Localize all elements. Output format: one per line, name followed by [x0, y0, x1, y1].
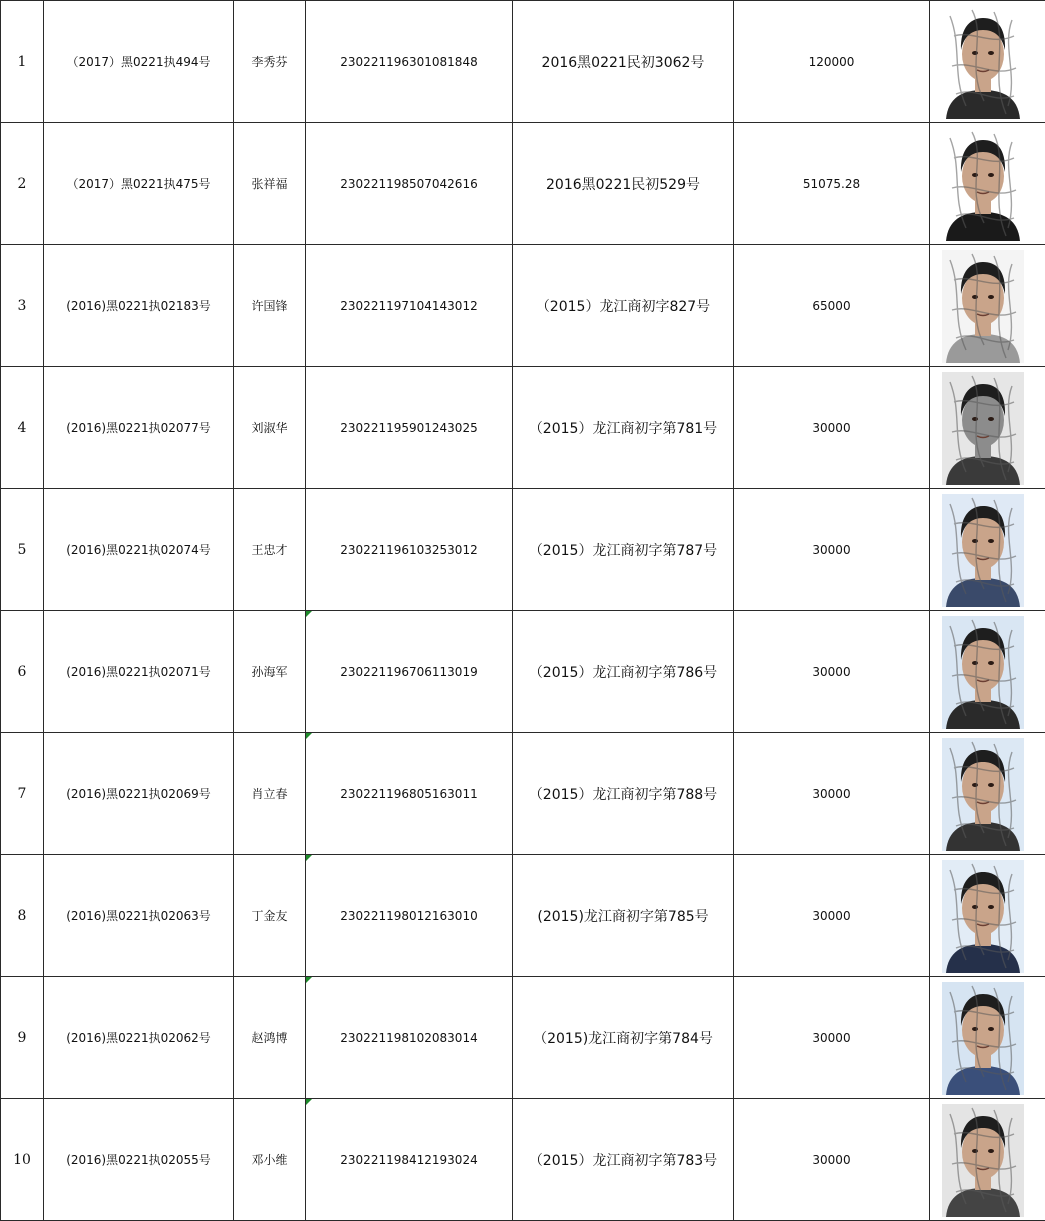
name-cell[interactable]: [234, 1099, 306, 1221]
ruling-number-text: （2015）龙江商初字第786号: [528, 664, 718, 681]
amount-text: 51075.28: [802, 176, 861, 191]
table-row: [1, 123, 1045, 245]
ruling-number-text: (2015)龙江商初字第785号: [537, 908, 709, 925]
amount-cell[interactable]: [734, 1, 930, 123]
ruling-number-text: 2016黑0221民初529号: [546, 176, 700, 193]
ruling-number-text: 2016黑0221民初3062号: [541, 54, 705, 71]
name-cell[interactable]: [234, 977, 306, 1099]
amount-text: 30000: [812, 908, 851, 923]
name-cell[interactable]: [234, 733, 306, 855]
photo-cell[interactable]: [930, 733, 1045, 855]
row-number-text: 9: [17, 1029, 27, 1046]
name-text: 刘淑华: [251, 421, 288, 435]
table-row: [1, 1099, 1045, 1221]
name-text: 李秀芬: [251, 55, 288, 69]
name-text: 张祥福: [251, 177, 288, 191]
cell-comment-marker-icon: [306, 977, 312, 983]
portrait-photo-icon: [942, 372, 1024, 485]
portrait-photo-icon: [942, 860, 1024, 973]
id-number-cell[interactable]: [306, 245, 513, 367]
table-row: [1, 977, 1045, 1099]
ruling-number-cell[interactable]: [513, 611, 734, 733]
row-number-cell[interactable]: [1, 855, 44, 977]
amount-cell[interactable]: [734, 489, 930, 611]
row-number-cell[interactable]: [1, 367, 44, 489]
row-number-text: 5: [17, 541, 27, 558]
row-number-cell[interactable]: [1, 245, 44, 367]
portrait-photo-icon: [942, 616, 1024, 729]
ruling-number-cell[interactable]: [513, 123, 734, 245]
amount-cell[interactable]: [734, 611, 930, 733]
row-number-text: 1: [17, 53, 27, 70]
photo-cell[interactable]: [930, 611, 1045, 733]
name-text: 赵鸿博: [251, 1031, 288, 1045]
id-number-text: 230221196103253012: [340, 542, 478, 557]
case-number-text: (2016)黑0221执02071号: [66, 665, 211, 679]
name-text: 许国锋: [251, 299, 288, 313]
row-number-text: 3: [17, 297, 27, 314]
case-number-cell[interactable]: [44, 733, 234, 855]
cell-comment-marker-icon: [306, 855, 312, 861]
row-number-text: 8: [17, 907, 27, 924]
photo-cell[interactable]: [930, 245, 1045, 367]
photo-cell[interactable]: [930, 1, 1045, 123]
id-number-cell[interactable]: [306, 367, 513, 489]
amount-cell[interactable]: [734, 855, 930, 977]
amount-cell[interactable]: [734, 733, 930, 855]
amount-cell[interactable]: [734, 1099, 930, 1221]
photo-cell[interactable]: [930, 489, 1045, 611]
portrait-photo-icon: [942, 6, 1024, 119]
row-number-cell[interactable]: [1, 123, 44, 245]
case-number-cell[interactable]: [44, 611, 234, 733]
case-number-text: （2017）黑0221执494号: [66, 55, 211, 69]
case-number-cell[interactable]: [44, 367, 234, 489]
ruling-number-text: （2015)龙江商初字第784号: [533, 1030, 713, 1047]
amount-text: 30000: [812, 1152, 851, 1167]
case-number-text: (2016)黑0221执02074号: [66, 543, 211, 557]
case-number-cell[interactable]: [44, 1099, 234, 1221]
amount-text: 30000: [812, 664, 851, 679]
id-number-cell[interactable]: [306, 1, 513, 123]
id-number-cell[interactable]: [306, 1099, 513, 1221]
table-row: [1, 1, 1045, 123]
ruling-number-cell[interactable]: [513, 1099, 734, 1221]
ruling-number-cell[interactable]: [513, 245, 734, 367]
name-text: 孙海军: [251, 665, 288, 679]
case-number-cell[interactable]: [44, 1, 234, 123]
name-cell[interactable]: [234, 1, 306, 123]
ruling-number-text: （2015）龙江商初字第788号: [528, 786, 718, 803]
amount-cell[interactable]: [734, 367, 930, 489]
ruling-number-cell[interactable]: [513, 733, 734, 855]
ruling-number-cell[interactable]: [513, 367, 734, 489]
id-number-text: 230221196301081848: [340, 54, 478, 69]
cell-comment-marker-icon: [306, 733, 312, 739]
id-number-cell[interactable]: [306, 611, 513, 733]
name-text: 肖立春: [251, 787, 288, 801]
table-row: [1, 733, 1045, 855]
cell-comment-marker-icon: [306, 611, 312, 617]
case-number-cell[interactable]: [44, 489, 234, 611]
id-number-text: 230221196706113019: [340, 664, 478, 679]
row-number-cell[interactable]: [1, 611, 44, 733]
name-cell[interactable]: [234, 489, 306, 611]
name-cell[interactable]: [234, 855, 306, 977]
id-number-cell[interactable]: [306, 489, 513, 611]
row-number-text: 10: [13, 1151, 31, 1168]
case-number-cell[interactable]: [44, 245, 234, 367]
id-number-cell[interactable]: [306, 733, 513, 855]
ruling-number-text: （2015）龙江商初字第783号: [528, 1152, 718, 1169]
id-number-text: 230221198102083014: [340, 1030, 478, 1045]
ruling-number-cell[interactable]: [513, 855, 734, 977]
case-number-cell[interactable]: [44, 977, 234, 1099]
case-number-text: (2016)黑0221执02055号: [66, 1153, 211, 1167]
ruling-number-cell[interactable]: [513, 489, 734, 611]
row-number-cell[interactable]: [1, 1, 44, 123]
row-number-text: 6: [17, 663, 27, 680]
amount-text: 30000: [812, 542, 851, 557]
portrait-photo-icon: [942, 982, 1024, 1095]
case-number-text: (2016)黑0221执02077号: [66, 421, 211, 435]
row-number-cell[interactable]: [1, 489, 44, 611]
amount-cell[interactable]: [734, 123, 930, 245]
table-row: [1, 489, 1045, 611]
id-number-cell[interactable]: [306, 977, 513, 1099]
name-cell[interactable]: [234, 123, 306, 245]
ruling-number-cell[interactable]: [513, 1, 734, 123]
id-number-text: 230221196805163011: [340, 786, 478, 801]
table-row: [1, 611, 1045, 733]
row-number-text: 7: [17, 785, 27, 802]
ruling-number-text: （2015）龙江商初字第787号: [528, 542, 718, 559]
amount-text: 120000: [808, 54, 855, 69]
portrait-photo-icon: [942, 128, 1024, 241]
id-number-text: 230221198507042616: [340, 176, 478, 191]
row-number-text: 4: [17, 419, 27, 436]
row-number-cell[interactable]: [1, 977, 44, 1099]
case-number-text: (2016)黑0221执02063号: [66, 909, 211, 923]
portrait-photo-icon: [942, 250, 1024, 363]
name-text: 王忠才: [251, 543, 288, 557]
id-number-text: 230221198012163010: [340, 908, 478, 923]
photo-cell[interactable]: [930, 123, 1045, 245]
id-number-cell[interactable]: [306, 123, 513, 245]
case-number-cell[interactable]: [44, 855, 234, 977]
ruling-number-text: （2015）龙江商初字第781号: [528, 420, 718, 437]
ruling-number-cell[interactable]: [513, 977, 734, 1099]
id-number-cell[interactable]: [306, 855, 513, 977]
amount-text: 30000: [812, 420, 851, 435]
id-number-text: 230221197104143012: [340, 298, 478, 313]
amount-text: 30000: [812, 786, 851, 801]
portrait-photo-icon: [942, 1104, 1024, 1217]
name-text: 邓小维: [251, 1153, 288, 1167]
amount-text: 30000: [812, 1030, 851, 1045]
case-number-text: （2017）黑0221执475号: [66, 177, 211, 191]
case-number-text: (2016)黑0221执02062号: [66, 1031, 211, 1045]
amount-cell[interactable]: [734, 245, 930, 367]
id-number-text: 230221198412193024: [340, 1152, 478, 1167]
table-row: [1, 245, 1045, 367]
row-number-cell[interactable]: [1, 733, 44, 855]
name-text: 丁金友: [251, 909, 288, 923]
photo-cell[interactable]: [930, 367, 1045, 489]
name-cell[interactable]: [234, 367, 306, 489]
name-cell[interactable]: [234, 611, 306, 733]
table-row: [1, 367, 1045, 489]
amount-cell[interactable]: [734, 977, 930, 1099]
photo-cell[interactable]: [930, 1099, 1045, 1221]
cell-comment-marker-icon: [306, 1099, 312, 1105]
amount-text: 65000: [812, 298, 851, 313]
row-number-cell[interactable]: [1, 1099, 44, 1221]
portrait-photo-icon: [942, 494, 1024, 607]
photo-cell[interactable]: [930, 855, 1045, 977]
ruling-number-text: （2015）龙江商初字827号: [535, 298, 711, 315]
case-number-cell[interactable]: [44, 123, 234, 245]
photo-cell[interactable]: [930, 977, 1045, 1099]
portrait-photo-icon: [942, 738, 1024, 851]
case-number-text: (2016)黑0221执02183号: [66, 299, 211, 313]
name-cell[interactable]: [234, 245, 306, 367]
id-number-text: 230221195901243025: [340, 420, 478, 435]
row-number-text: 2: [17, 175, 27, 192]
table-row: [1, 855, 1045, 977]
case-number-text: (2016)黑0221执02069号: [66, 787, 211, 801]
